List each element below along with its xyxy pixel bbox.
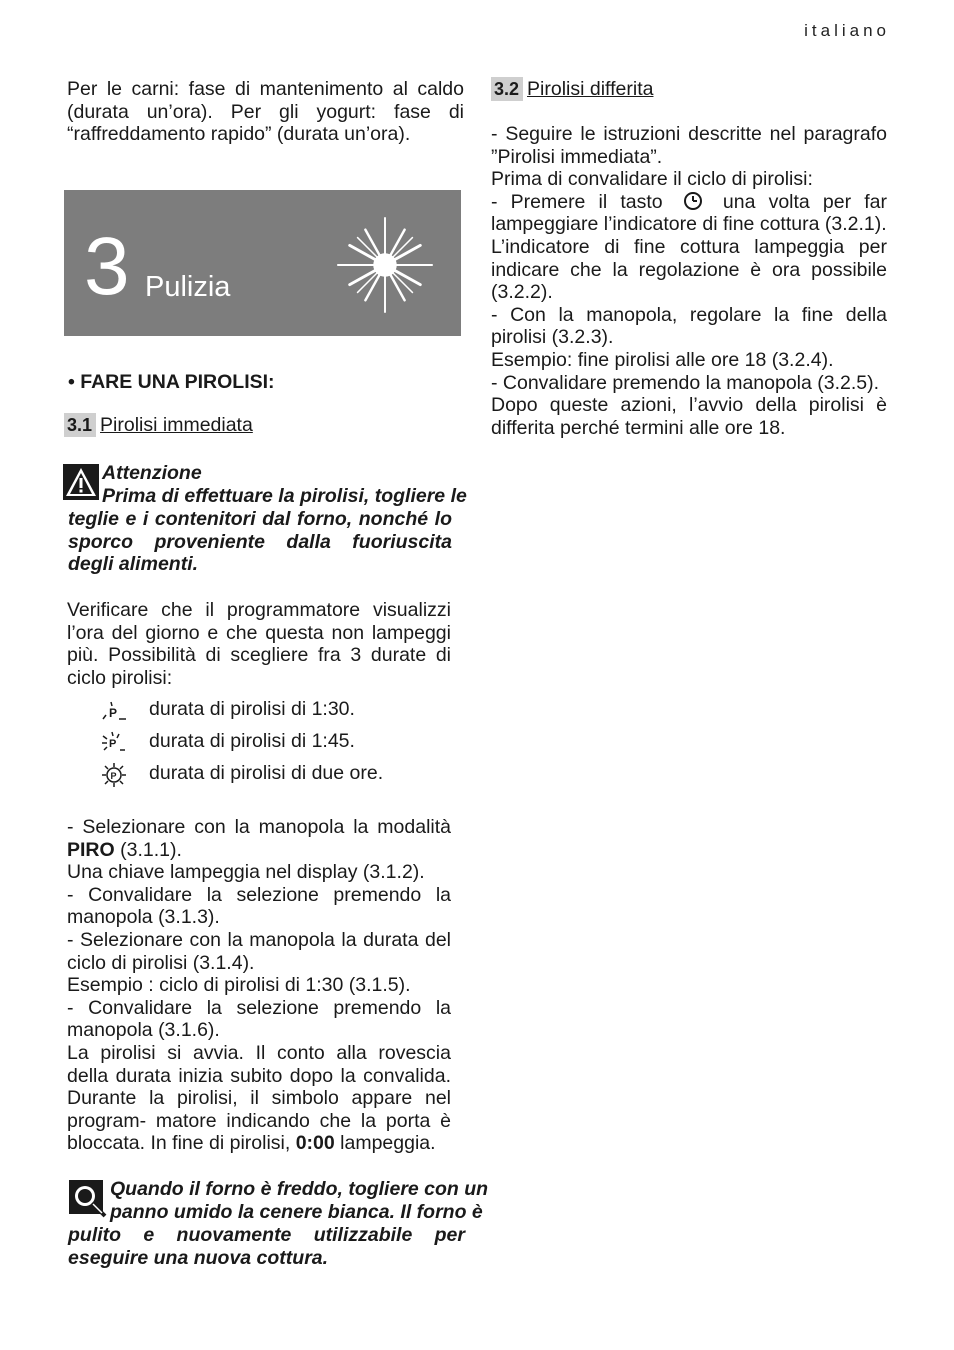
- chapter-number: 3: [84, 221, 130, 312]
- chapter-banner: [64, 190, 461, 336]
- warning-triangle-icon: [63, 464, 99, 500]
- language-label: italiano: [804, 21, 890, 40]
- pyrolysis-medium-icon: [100, 730, 128, 754]
- note-line-1: Quando il forno è freddo, togliere con un: [110, 1178, 489, 1200]
- paragraph-8: Dopo queste azioni, l’avvio della pirolisi è differita perché termini alle ore 18.: [491, 394, 887, 439]
- mode-piro: PIRO: [67, 838, 115, 861]
- step-6: - Convalidare la selezione premendo la manopola (3.1.6).: [67, 996, 451, 1042]
- warning-text: teglie e i contenitori dal forno, nonché lo sporco proveniente dalla fuoriuscita degli alimenti.: [68, 508, 452, 576]
- paragraph-6: Esempio: fine pirolisi alle ore 18 (3.2.4).: [491, 348, 834, 371]
- section-3-2-body: [491, 123, 887, 439]
- paragraph-4: L’indicatore di fine cottura lampeggia per indicare che la regolazione è ora possibile (3.2.2).: [491, 235, 887, 304]
- section-title: Pirolisi immediata: [100, 414, 253, 436]
- step-7-end: lampeggia.: [334, 1132, 436, 1155]
- section-number: 3.1: [64, 413, 96, 437]
- paragraph-7: - Convalidare premendo la manopola (3.2.5).: [491, 371, 880, 394]
- section-title: Pirolisi differita: [527, 78, 654, 100]
- paragraph-2: Prima di convalidare il ciclo di pirolisi:: [491, 168, 813, 191]
- duration-text: durata di pirolisi di 1:30.: [149, 698, 355, 720]
- starburst-icon: [336, 216, 434, 314]
- note-text: pulito e nuovamente utilizzabile per eseguire una nuova cottura.: [68, 1224, 465, 1269]
- paragraph-3-end: una volta per far lampeggiare l’indicatore di fine cottura (3.2.1).: [491, 190, 887, 236]
- step-1-ref: (3.1.1).: [114, 838, 182, 861]
- step-5: Esempio : ciclo di pirolisi di 1:30 (3.1.5).: [67, 974, 411, 997]
- svg-text:P: P: [109, 738, 117, 750]
- duration-text: durata di pirolisi di 1:45.: [149, 730, 355, 752]
- pyrolysis-long-icon: [100, 762, 128, 788]
- section-3-2-heading: [491, 77, 653, 101]
- step-3: - Convalidare la selezione premendo la manopola (3.1.3).: [67, 883, 451, 929]
- chapter-title: Pulizia: [145, 271, 231, 303]
- note-line-2: panno umido la cenere bianca. Il forno è: [110, 1201, 483, 1223]
- verify-paragraph: Verificare che il programmatore visualizzi l’ora del giorno e che questa non lampeggi più. Possibilità di scegliere fra 3 durate di ciclo pirolisi:: [67, 599, 451, 689]
- paragraph-3: [491, 191, 887, 236]
- warning-line-1: Prima di effettuare la pirolisi, togliere le: [102, 485, 467, 507]
- magnifier-icon: [69, 1180, 107, 1218]
- time-0-00: 0:00: [295, 1132, 335, 1155]
- svg-text:P: P: [109, 706, 118, 720]
- paragraph-3-start: - Premere il tasto: [491, 190, 663, 213]
- paragraph-5: - Con la manopola, regolare la fine della pirolisi (3.2.3).: [491, 303, 887, 349]
- section-number: 3.2: [491, 77, 523, 101]
- pyrolysis-short-icon: [100, 698, 128, 722]
- intro-paragraph: Per le carni: fase di mantenimento al caldo (durata un’ora). Per gli yogurt: fase di “raffreddamento rapido” (durata un’ora).: [67, 78, 464, 146]
- step-2: Una chiave lampeggia nel display (3.1.2).: [67, 861, 425, 884]
- step-4: - Selezionare con la manopola la durata del ciclo di pirolisi (3.1.4).: [67, 928, 451, 974]
- step-7-text: La pirolisi si avvia. Il conto alla rovescia della durata inizia subito dopo la convalida. Durante la pirolisi, il simbolo appare nel program- matore indicando che la porta è bloccata. In fine di pirolisi,: [67, 1041, 451, 1155]
- steps-block: [67, 816, 451, 1155]
- step-1-text: - Selezionare con la manopola la modalità: [67, 816, 451, 838]
- svg-text:P: P: [110, 771, 117, 781]
- paragraph-1: - Seguire le istruzioni descritte nel paragrafo ”Pirolisi immediata”.: [491, 123, 887, 168]
- task-heading: • FARE UNA PIROLISI:: [68, 371, 275, 393]
- clock-icon: [682, 191, 704, 211]
- section-3-1-heading: [64, 413, 253, 437]
- warning-title: Attenzione: [102, 462, 202, 484]
- duration-text: durata di pirolisi di due ore.: [149, 762, 384, 784]
